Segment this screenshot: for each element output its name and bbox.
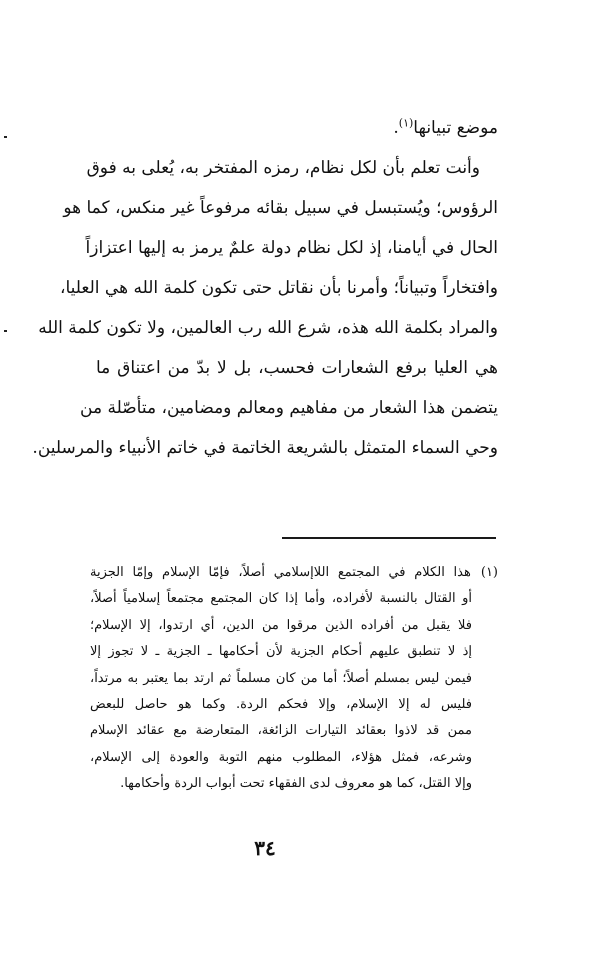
footnote-line: وشرعه، فمثل هؤلاء، المطلوب منهم التوبة والعودة إلى الإسلام، bbox=[90, 749, 472, 765]
paragraph-end-text: موضع تبيانها bbox=[413, 118, 498, 138]
footnote-reference: (١) bbox=[398, 116, 414, 130]
footnote-separator bbox=[282, 537, 496, 539]
binding-mark bbox=[4, 136, 7, 138]
footnotes bbox=[90, 560, 498, 798]
footnote-line: فليس له إلا الإسلام، وإلا فحكم الردة. وكما هو حاصل للبعض bbox=[90, 696, 472, 712]
page-number: ٣٤ bbox=[254, 836, 276, 860]
footnote-line: فيمن ليس بمسلم أصلاً؛ أما من كان مسلماً ثم ارتد بما يعتبر به مرتداً، bbox=[90, 670, 472, 686]
footnote-line: أو القتال بالنسبة لأفراده، وأما إذا كان المجتمع مجتمعاً إسلامياً أصلاً، bbox=[90, 591, 472, 607]
footnote-line bbox=[90, 560, 498, 586]
body-line: الحال في أيامنا، إذ لكل نظام دولة علمٌ يرمز به إليها اعتزازاً bbox=[85, 238, 498, 258]
paragraph-end-period: . bbox=[393, 118, 399, 138]
body-line: وأنت تعلم بأن لكل نظام، رمزه المفتخر به، يُعلى به فوق bbox=[86, 158, 480, 178]
binding-mark bbox=[4, 330, 7, 332]
body-line: وحي السماء المتمثل بالشريعة الخاتمة في خاتم الأنبياء والمرسلين. bbox=[32, 438, 498, 458]
footnote-text: هذا الكلام في المجتمع اللاإسلامي أصلاً، فإمّا الإسلام وإمّا الجزية bbox=[90, 565, 471, 580]
body-line: والمراد بكلمة الله هذه، شرع الله رب العالمين، ولا تكون كلمة الله bbox=[38, 318, 498, 338]
footnote-line: ممن قد لاذوا بعقائد التيارات الزائغة، المتعارضة مع عقائد الإسلام bbox=[90, 723, 472, 739]
body-line: يتضمن هذا الشعار من مفاهيم ومعالم ومضامين، متأصّلة من bbox=[80, 398, 498, 418]
footnote-line: إذ لا تنطبق عليهم أحكام الجزية لأن أحكامها ـ الجزية ـ لا تجوز إلا bbox=[90, 644, 472, 660]
footnote-number: (١) bbox=[480, 565, 498, 580]
body-line: هي العليا برفع الشعارات فحسب، بل لا بدّ من اعتناق ما bbox=[96, 358, 498, 378]
body-line: الرؤوس؛ ويُستبسل في سبيل بقائه مرفوعاً غير منكس، كما هو bbox=[63, 198, 498, 218]
body-line: وافتخاراً وتبياناً؛ وأمرنا بأن نقاتل حتى تكون كلمة الله هي العليا، bbox=[59, 278, 498, 298]
main-text bbox=[32, 108, 498, 468]
footnote-line: فلا يقبل من أفراده الذين مرقوا من الدين، أي ارتدوا، إلا الإسلام؛ bbox=[90, 617, 472, 633]
footnote-line: وإلا القتل، كما هو معروف لدى الفقهاء تحت أبواب الردة وأحكامها. bbox=[120, 776, 472, 792]
paragraph-end-line bbox=[96, 108, 498, 148]
